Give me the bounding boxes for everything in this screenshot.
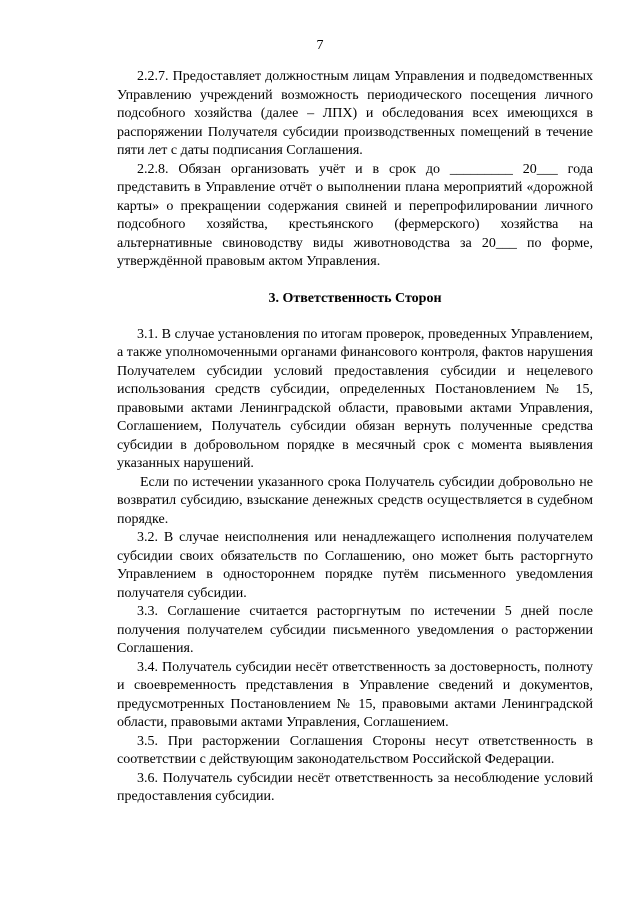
paragraph-3-1-continuation: Если по истечении указанного срока Получатель субсидии добровольно не возвратил субсидию, взыскание денежных средств осуществляется в судебном порядке. (117, 474, 593, 527)
paragraph-3-4: 3.4. Получатель субсидии несёт ответственность за достоверность, полноту и своевременность представления в Управление сведений и документов, предусмотренных Постановлением № 15, правовыми актами Ленинградской области, правовыми актами Управления, Соглашением. (117, 659, 593, 730)
page-number: 7 (316, 38, 324, 53)
paragraph-3-1: 3.1. В случае установления по итогам проверок, проведенных Управлением, а также уполномоченными органами финансового контроля, фактов нарушения Получателем субсидии условий предоставления субсидии и нецелевого использования средств субсидии, определенных Постановлением № 15, правовыми актами Ленинградской области, правовыми актами Управления, Соглашением, Получатель субсидии обязан вернуть полученные средства субсидии в добровольном порядке в месячный срок с момента выявления указанных нарушений. (117, 326, 593, 471)
paragraph-3-6: 3.6. Получатель субсидии несёт ответственность за несоблюдение условий предоставления субсидии. (117, 770, 593, 804)
paragraph-3-5: 3.5. При расторжении Соглашения Стороны несут ответственность в соответствии с действующим законодательством Российской Федерации. (117, 733, 593, 767)
paragraph-3-2: 3.2. В случае неисполнения или ненадлежащего исполнения получателем субсидии своих обязательств по Соглашению, оно может быть расторгнуто Управлением в одностороннем порядке путём письменного уведомления получателя субсидии. (117, 530, 593, 601)
paragraph-2-2-7: 2.2.7. Предоставляет должностным лицам Управления и подведомственных Управлению учреждений возможность периодического посещения личного подсобного хозяйства (далее – ЛПХ) и обследования всех имеющихся в распоряжении Получателя субсидии производственных помещений в течение пяти лет с даты подписания Соглашения. (117, 69, 593, 158)
paragraph-2-2-8: 2.2.8. Обязан организовать учёт и в срок до _________ 20___ года представить в Управление отчёт о выполнении плана мероприятий «дорожной карты» о прекращении содержания свиней и перепрофилировании личного подсобного хозяйства, крестьянского (фермерского) хозяйства на альтернативные свиноводству виды животноводства за 20___ по форме, утверждённой правовым актом Управления. (117, 161, 593, 269)
paragraph-3-3: 3.3. Соглашение считается расторгнутым по истечении 5 дней после получения получателем субсидии письменного уведомления о расторжении Соглашения. (117, 604, 593, 656)
section-title: 3. Ответственность Сторон (268, 290, 442, 306)
document-body (117, 68, 593, 807)
